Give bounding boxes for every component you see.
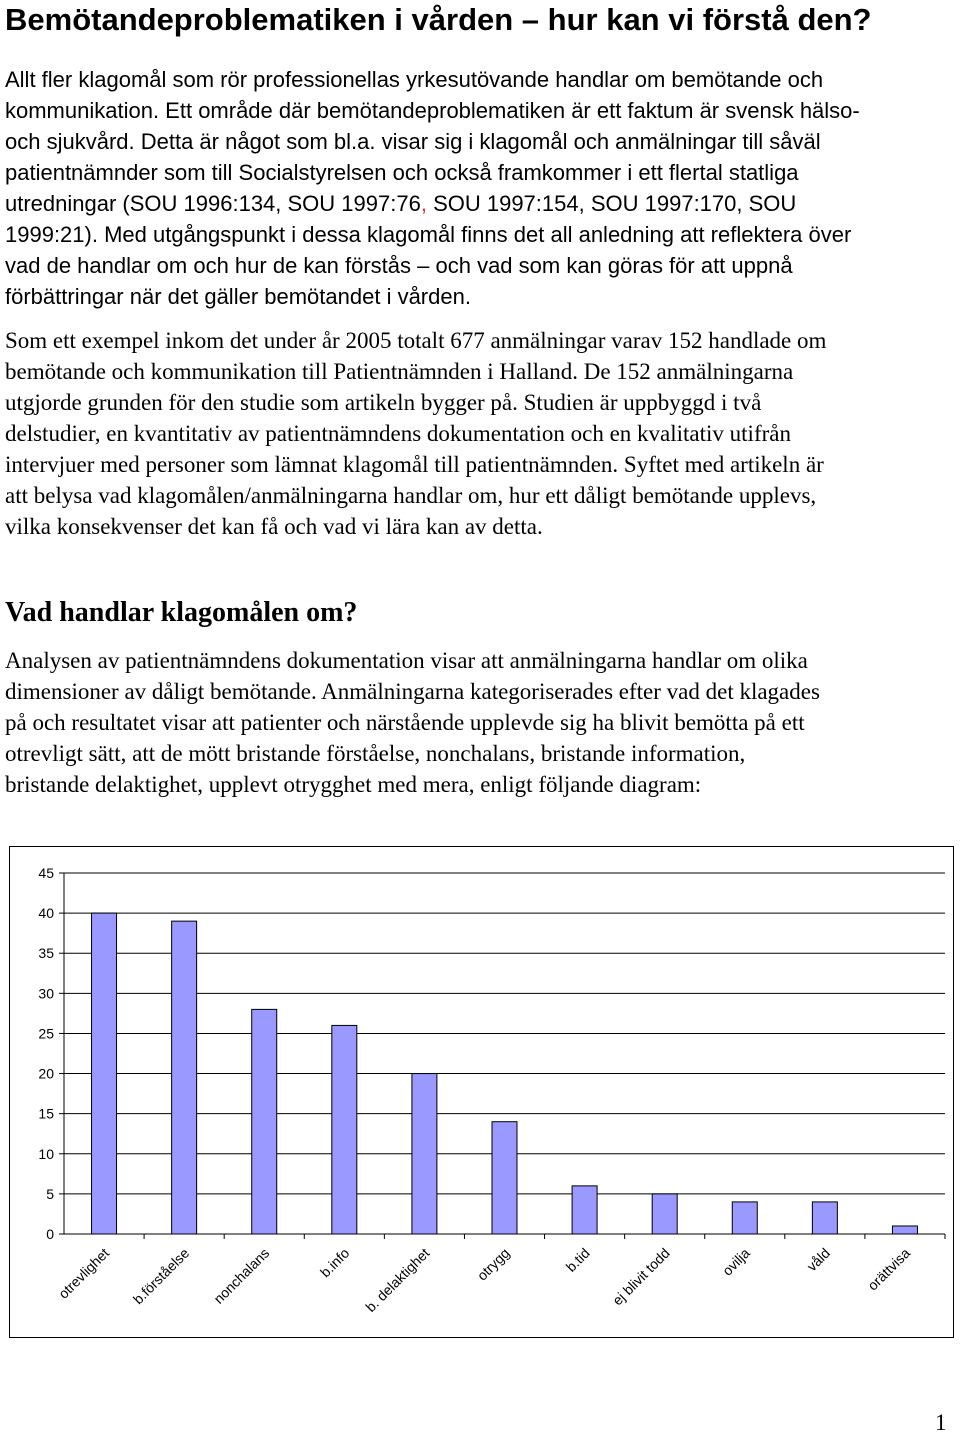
red-comma: , xyxy=(420,191,427,216)
intro-line-2: kommunikation. Ett område där bemötandeproblematiken är ett faktum är svensk hälso- xyxy=(5,98,860,123)
intro-line-4: patientnämnder som till Socialstyrelsen och också framkommer i ett flertal statliga xyxy=(5,160,799,185)
bar xyxy=(732,1202,757,1234)
intro-line-7: vad de handlar om och hur de kan förstås – och vad som kan göras för att uppnå xyxy=(5,253,793,278)
x-tick-label: ovilja xyxy=(719,1244,753,1279)
x-tick-label: b. delaktighet xyxy=(362,1244,433,1316)
x-tick-label: otrygg xyxy=(473,1244,513,1284)
para3-line-5: bristande delaktighet, upplevt otrygghet med mera, enligt följande diagram: xyxy=(5,772,702,797)
bar-chart-frame xyxy=(9,846,954,1338)
para3-line-4: otrevligt sätt, att de mött bristande förståelse, nonchalans, bristande information, xyxy=(5,741,746,766)
para3-line-1: Analysen av patientnämndens dokumentation visar att anmälningarna handlar om olika xyxy=(5,648,808,673)
para3-line-3: på och resultatet visar att patienter och närstående upplevde sig ha blivit bemötta på ett xyxy=(5,710,805,735)
intro-line-1: Allt fler klagomål som rör professionellas yrkesutövande handlar om bemötande och xyxy=(5,67,824,92)
bar xyxy=(172,921,197,1234)
y-tick-label: 40 xyxy=(38,905,54,922)
bar xyxy=(812,1202,837,1234)
section-heading: Vad handlar klagomålen om? xyxy=(5,597,358,628)
intro-line-5-a: utredningar (SOU 1996:134, SOU 1997:76 xyxy=(5,191,421,216)
para2-line-1: Som ett exempel inkom det under år 2005 totalt 677 anmälningar varav 152 handlade om xyxy=(5,328,827,353)
y-tick-label: 5 xyxy=(46,1185,54,1202)
bar xyxy=(252,1009,277,1234)
para2-line-3: utgjorde grunden för den studie som artikeln bygger på. Studien är uppbyggd i två xyxy=(5,390,762,415)
bar xyxy=(492,1122,517,1234)
intro-line-8: förbättringar när det gäller bemötandet i vården. xyxy=(5,284,471,309)
y-tick-label: 35 xyxy=(38,945,54,962)
intro-line-6: 1999:21). Med utgångspunkt i dessa klagomål finns det all anledning att reflektera över xyxy=(5,222,852,247)
x-tick-label: b.förståelse xyxy=(129,1244,193,1308)
para2-line-4: delstudier, en kvantitativ av patientnämndens dokumentation och en kvalitativ utifrån xyxy=(5,421,791,446)
y-tick-label: 15 xyxy=(38,1105,54,1122)
page-title: Bemötandeproblematiken i vården – hur kan vi förstå den? xyxy=(5,2,872,37)
intro-line-5 xyxy=(5,188,957,219)
bar xyxy=(412,1074,437,1234)
para2-line-7: vilka konsekvenser det kan få och vad vi lära kan av detta. xyxy=(5,514,543,539)
bar-chart xyxy=(10,847,953,1337)
para2-line-5: intervjuer med personer som lämnat klagomål till patientnämnden. Syftet med artikeln är xyxy=(5,452,824,477)
x-tick-label: våld xyxy=(803,1244,833,1275)
bar xyxy=(92,913,117,1234)
x-tick-label: ej blivit todd xyxy=(609,1244,673,1309)
para2-line-2: bemötande och kommunikation till Patientnämnden i Halland. De 152 anmälningarna xyxy=(5,359,794,384)
intro-line-5-c: SOU 1997:154, SOU 1997:170, SOU xyxy=(426,191,797,216)
para3-line-2: dimensioner av dåligt bemötande. Anmälningarna kategoriserades efter vad det klagades xyxy=(5,679,820,704)
x-tick-label: orättvisa xyxy=(864,1244,914,1294)
x-tick-label: otrevlighet xyxy=(55,1244,113,1302)
bar xyxy=(892,1226,917,1234)
x-tick-label: nonchalans xyxy=(210,1244,273,1307)
bar xyxy=(572,1186,597,1234)
y-tick-label: 45 xyxy=(38,865,54,881)
bar xyxy=(652,1194,677,1234)
intro-line-3: och sjukvård. Detta är något som bl.a. visar sig i klagomål och anmälningar till såväl xyxy=(5,129,821,154)
bar xyxy=(332,1025,357,1234)
y-tick-label: 30 xyxy=(38,985,54,1002)
y-tick-label: 10 xyxy=(38,1145,54,1162)
y-tick-label: 0 xyxy=(46,1226,54,1242)
y-tick-label: 20 xyxy=(38,1065,54,1082)
y-tick-label: 25 xyxy=(38,1025,54,1042)
x-tick-label: b.info xyxy=(316,1244,353,1281)
page-number: 1 xyxy=(935,1410,947,1435)
x-tick-label: b.tid xyxy=(562,1244,593,1275)
para2-line-6: att belysa vad klagomålen/anmälningarna handlar om, hur ett dåligt bemötande upplevs, xyxy=(5,483,817,508)
